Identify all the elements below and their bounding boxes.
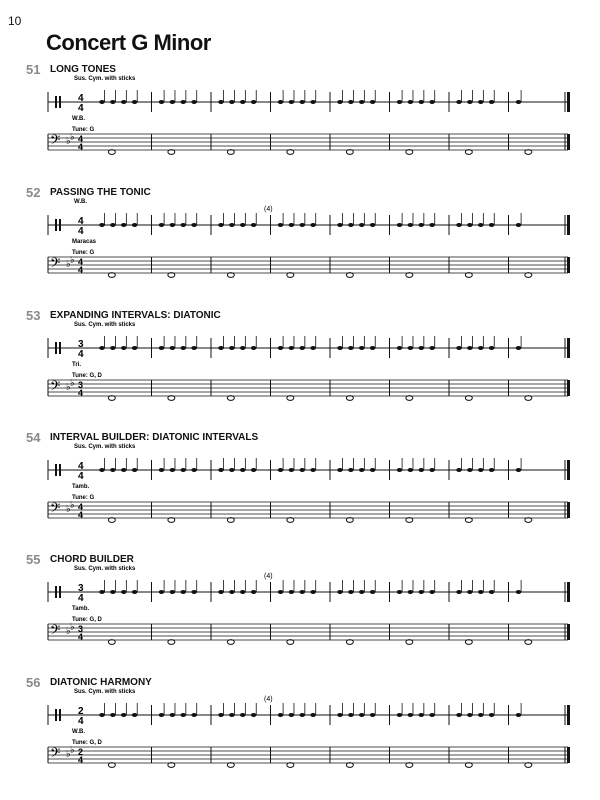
exercise-title: CHORD BUILDER <box>50 554 134 565</box>
percussion-note <box>240 223 246 227</box>
percussion-note <box>278 346 284 350</box>
percussion-note <box>489 346 495 350</box>
percussion-note <box>489 100 495 104</box>
percussion-note <box>397 223 403 227</box>
percussion-note <box>240 468 246 472</box>
percussion-note <box>218 346 224 350</box>
bass-label: Tune: G, D <box>72 740 102 746</box>
percussion-note <box>359 223 365 227</box>
svg-text:4: 4 <box>78 755 84 765</box>
bass-clef-icon: 𝄢 <box>50 257 61 274</box>
percussion-note <box>370 713 376 717</box>
exercise-number: 52 <box>26 185 41 200</box>
percussion-note <box>467 346 473 350</box>
flat-icon: ♭ <box>66 626 71 637</box>
percussion-note <box>359 468 365 472</box>
percussion-note <box>170 468 176 472</box>
exercise-number: 56 <box>26 675 41 690</box>
percussion-note <box>397 346 403 350</box>
percussion-note <box>299 590 305 594</box>
percussion-note <box>299 468 305 472</box>
percussion-note <box>429 713 435 717</box>
percussion-note <box>159 346 165 350</box>
flat-icon: ♭ <box>66 259 71 270</box>
score <box>0 552 600 672</box>
svg-text:4: 4 <box>78 265 84 275</box>
percussion-note <box>251 223 257 227</box>
percussion-note <box>397 468 403 472</box>
percussion-note <box>121 713 127 717</box>
flat-icon: ♭ <box>70 745 75 756</box>
percussion-note <box>489 713 495 717</box>
percussion-clef-icon <box>55 464 57 476</box>
percussion-note <box>516 346 522 350</box>
percussion-note <box>99 223 105 227</box>
repeat-count: (4) <box>264 206 273 213</box>
percussion-note <box>489 590 495 594</box>
percussion-note <box>132 590 138 594</box>
score <box>0 430 600 550</box>
percussion-note <box>229 713 235 717</box>
percussion-note <box>429 223 435 227</box>
percussion-note <box>251 713 257 717</box>
exercise-title: PASSING THE TONIC <box>50 187 151 198</box>
exercise-51 <box>0 62 600 182</box>
time-signature: 2 <box>78 706 84 717</box>
exercise-number: 55 <box>26 552 41 567</box>
percussion-note <box>218 590 224 594</box>
flat-icon: ♭ <box>66 382 71 393</box>
percussion-note <box>191 468 197 472</box>
percussion-note <box>99 346 105 350</box>
percussion-note <box>99 590 105 594</box>
percussion-note <box>299 713 305 717</box>
percussion-note <box>159 590 165 594</box>
exercise-number: 54 <box>26 430 41 445</box>
percussion-note <box>397 100 403 104</box>
repeat-count: (4) <box>264 573 273 580</box>
percussion-note <box>240 590 246 594</box>
percussion-note <box>337 468 343 472</box>
percussion-note <box>180 223 186 227</box>
percussion-clef-icon <box>55 709 57 721</box>
percussion-note <box>489 468 495 472</box>
exercise-number: 51 <box>26 62 41 77</box>
bass-clef-icon: 𝄢 <box>50 624 61 641</box>
percussion-note <box>397 590 403 594</box>
percussion-note <box>359 590 365 594</box>
percussion-note <box>408 713 414 717</box>
percussion-note <box>478 100 484 104</box>
percussion-note <box>229 100 235 104</box>
svg-text:4: 4 <box>78 257 84 267</box>
percussion-note <box>240 713 246 717</box>
exercise-title: LONG TONES <box>50 64 116 75</box>
percussion-note <box>170 346 176 350</box>
percussion-note <box>516 590 522 594</box>
percussion-label: Maracas <box>72 239 97 245</box>
percussion-note <box>191 590 197 594</box>
percussion-note <box>310 590 316 594</box>
percussion-note <box>159 223 165 227</box>
svg-text:3: 3 <box>78 380 84 390</box>
percussion-note <box>229 346 235 350</box>
percussion-note <box>478 346 484 350</box>
percussion-note <box>180 346 186 350</box>
flat-icon: ♭ <box>70 378 75 389</box>
time-signature: 4 <box>78 216 84 227</box>
percussion-note <box>348 223 354 227</box>
percussion-note <box>191 346 197 350</box>
svg-text:4: 4 <box>78 134 84 144</box>
percussion-note <box>370 223 376 227</box>
percussion-note <box>251 346 257 350</box>
percussion-clef-icon <box>55 96 57 108</box>
percussion-note <box>191 713 197 717</box>
percussion-note <box>159 100 165 104</box>
percussion-label: Tri. <box>72 362 82 368</box>
svg-text:4: 4 <box>78 510 84 520</box>
percussion-note <box>467 468 473 472</box>
percussion-note <box>429 590 435 594</box>
percussion-note <box>408 223 414 227</box>
percussion-note <box>429 346 435 350</box>
percussion-note <box>218 468 224 472</box>
percussion-note <box>337 100 343 104</box>
svg-text:2: 2 <box>78 747 84 757</box>
percussion-note <box>348 100 354 104</box>
percussion-note <box>478 590 484 594</box>
percussion-note <box>110 713 116 717</box>
percussion-label: W.B. <box>72 116 85 122</box>
percussion-note <box>240 346 246 350</box>
svg-text:4: 4 <box>78 716 84 727</box>
percussion-note <box>418 346 424 350</box>
percussion-note <box>289 713 295 717</box>
percussion-instrument-label: W.B. <box>74 199 87 205</box>
percussion-note <box>408 346 414 350</box>
percussion-note <box>251 468 257 472</box>
percussion-note <box>229 468 235 472</box>
percussion-note <box>418 468 424 472</box>
percussion-note <box>408 100 414 104</box>
percussion-note <box>132 468 138 472</box>
percussion-note <box>218 223 224 227</box>
percussion-note <box>310 223 316 227</box>
svg-text:4: 4 <box>78 502 84 512</box>
svg-text:4: 4 <box>78 593 84 604</box>
percussion-note <box>397 713 403 717</box>
flat-icon: ♭ <box>66 749 71 760</box>
exercise-title: EXPANDING INTERVALS: DIATONIC <box>50 310 221 321</box>
exercise-54 <box>0 430 600 550</box>
bass-label: Tune: G <box>72 127 95 133</box>
svg-text:4: 4 <box>78 103 84 114</box>
exercise-56 <box>0 675 600 795</box>
percussion-note <box>359 346 365 350</box>
percussion-clef-icon <box>55 586 57 598</box>
percussion-note <box>456 223 462 227</box>
percussion-note <box>278 223 284 227</box>
percussion-note <box>429 468 435 472</box>
percussion-note <box>299 346 305 350</box>
percussion-note <box>299 223 305 227</box>
percussion-note <box>370 590 376 594</box>
percussion-note <box>418 713 424 717</box>
exercise-title: DIATONIC HARMONY <box>50 677 152 688</box>
percussion-note <box>121 468 127 472</box>
svg-text:4: 4 <box>78 388 84 398</box>
time-signature: 4 <box>78 93 84 104</box>
percussion-note <box>289 346 295 350</box>
percussion-note <box>337 590 343 594</box>
svg-text:4: 4 <box>78 226 84 237</box>
percussion-note <box>289 590 295 594</box>
time-signature: 3 <box>78 583 84 594</box>
percussion-note <box>408 468 414 472</box>
percussion-note <box>456 468 462 472</box>
percussion-note <box>348 346 354 350</box>
bass-clef-icon: 𝄢 <box>50 380 61 397</box>
percussion-note <box>170 590 176 594</box>
percussion-note <box>180 468 186 472</box>
percussion-note <box>121 346 127 350</box>
percussion-instrument-label: Sus. Cym. with sticks <box>74 444 136 450</box>
percussion-note <box>310 468 316 472</box>
percussion-note <box>310 346 316 350</box>
percussion-note <box>191 223 197 227</box>
percussion-note <box>110 100 116 104</box>
percussion-note <box>348 713 354 717</box>
percussion-note <box>516 100 522 104</box>
bass-label: Tune: G <box>72 250 95 256</box>
percussion-note <box>121 100 127 104</box>
flat-icon: ♭ <box>66 136 71 147</box>
percussion-note <box>191 100 197 104</box>
percussion-note <box>337 346 343 350</box>
percussion-note <box>370 346 376 350</box>
percussion-note <box>478 468 484 472</box>
percussion-note <box>456 100 462 104</box>
percussion-note <box>467 223 473 227</box>
percussion-note <box>429 100 435 104</box>
percussion-note <box>251 100 257 104</box>
percussion-label: Tamb. <box>72 606 90 612</box>
percussion-note <box>99 100 105 104</box>
percussion-note <box>456 346 462 350</box>
svg-text:3: 3 <box>78 624 84 634</box>
percussion-note <box>337 223 343 227</box>
percussion-note <box>229 590 235 594</box>
percussion-note <box>370 100 376 104</box>
svg-text:4: 4 <box>78 349 84 360</box>
percussion-note <box>310 100 316 104</box>
percussion-note <box>240 100 246 104</box>
exercise-title: INTERVAL BUILDER: DIATONIC INTERVALS <box>50 432 259 443</box>
exercise-53 <box>0 308 600 428</box>
repeat-count: (4) <box>264 696 273 703</box>
percussion-note <box>289 468 295 472</box>
percussion-note <box>110 346 116 350</box>
flat-icon: ♭ <box>70 622 75 633</box>
percussion-note <box>132 713 138 717</box>
percussion-note <box>229 223 235 227</box>
percussion-note <box>110 223 116 227</box>
bass-clef-icon: 𝄢 <box>50 502 61 519</box>
percussion-note <box>478 713 484 717</box>
percussion-note <box>467 100 473 104</box>
percussion-note <box>110 590 116 594</box>
percussion-note <box>159 468 165 472</box>
percussion-note <box>467 713 473 717</box>
percussion-note <box>170 223 176 227</box>
percussion-note <box>418 100 424 104</box>
percussion-note <box>348 590 354 594</box>
percussion-instrument-label: Sus. Cym. with sticks <box>74 76 136 82</box>
percussion-note <box>121 590 127 594</box>
time-signature: 4 <box>78 461 84 472</box>
percussion-note <box>478 223 484 227</box>
flat-icon: ♭ <box>66 504 71 515</box>
percussion-clef-icon <box>55 342 57 354</box>
percussion-note <box>299 100 305 104</box>
exercise-52 <box>0 185 600 305</box>
percussion-clef-icon <box>55 219 57 231</box>
percussion-note <box>251 590 257 594</box>
score <box>0 675 600 795</box>
percussion-note <box>180 590 186 594</box>
exercise-number: 53 <box>26 308 41 323</box>
percussion-note <box>121 223 127 227</box>
percussion-note <box>348 468 354 472</box>
bass-clef-icon: 𝄢 <box>50 747 61 764</box>
score <box>0 185 600 305</box>
percussion-instrument-label: Sus. Cym. with sticks <box>74 322 136 328</box>
percussion-note <box>418 590 424 594</box>
percussion-note <box>337 713 343 717</box>
percussion-note <box>170 100 176 104</box>
percussion-note <box>359 713 365 717</box>
percussion-note <box>456 590 462 594</box>
percussion-note <box>408 590 414 594</box>
bass-clef-icon: 𝄢 <box>50 134 61 151</box>
percussion-note <box>180 713 186 717</box>
percussion-note <box>110 468 116 472</box>
bass-label: Tune: G <box>72 495 95 501</box>
percussion-note <box>489 223 495 227</box>
page-title: Concert G Minor <box>46 30 211 55</box>
percussion-instrument-label: Sus. Cym. with sticks <box>74 689 136 695</box>
percussion-note <box>516 223 522 227</box>
svg-text:4: 4 <box>78 632 84 642</box>
percussion-note <box>418 223 424 227</box>
percussion-note <box>218 713 224 717</box>
percussion-note <box>289 223 295 227</box>
percussion-note <box>99 468 105 472</box>
svg-text:4: 4 <box>78 471 84 482</box>
percussion-note <box>180 100 186 104</box>
percussion-note <box>278 468 284 472</box>
score <box>0 308 600 428</box>
percussion-note <box>132 223 138 227</box>
exercise-55 <box>0 552 600 672</box>
percussion-instrument-label: Sus. Cym. with sticks <box>74 566 136 572</box>
svg-text:4: 4 <box>78 142 84 152</box>
flat-icon: ♭ <box>70 255 75 266</box>
flat-icon: ♭ <box>70 132 75 143</box>
score <box>0 62 600 182</box>
percussion-note <box>310 713 316 717</box>
percussion-note <box>370 468 376 472</box>
percussion-note <box>467 590 473 594</box>
percussion-note <box>218 100 224 104</box>
percussion-note <box>99 713 105 717</box>
page-number: 10 <box>8 14 22 28</box>
percussion-note <box>170 713 176 717</box>
percussion-note <box>516 468 522 472</box>
percussion-note <box>278 100 284 104</box>
percussion-note <box>359 100 365 104</box>
percussion-label: Tamb. <box>72 484 90 490</box>
bass-label: Tune: G, D <box>72 373 102 379</box>
percussion-note <box>516 713 522 717</box>
percussion-note <box>132 100 138 104</box>
bass-label: Tune: G, D <box>72 617 102 623</box>
percussion-note <box>278 590 284 594</box>
percussion-note <box>159 713 165 717</box>
percussion-note <box>132 346 138 350</box>
percussion-label: W.B. <box>72 729 85 735</box>
percussion-note <box>289 100 295 104</box>
time-signature: 3 <box>78 339 84 350</box>
percussion-note <box>456 713 462 717</box>
flat-icon: ♭ <box>70 500 75 511</box>
percussion-note <box>278 713 284 717</box>
